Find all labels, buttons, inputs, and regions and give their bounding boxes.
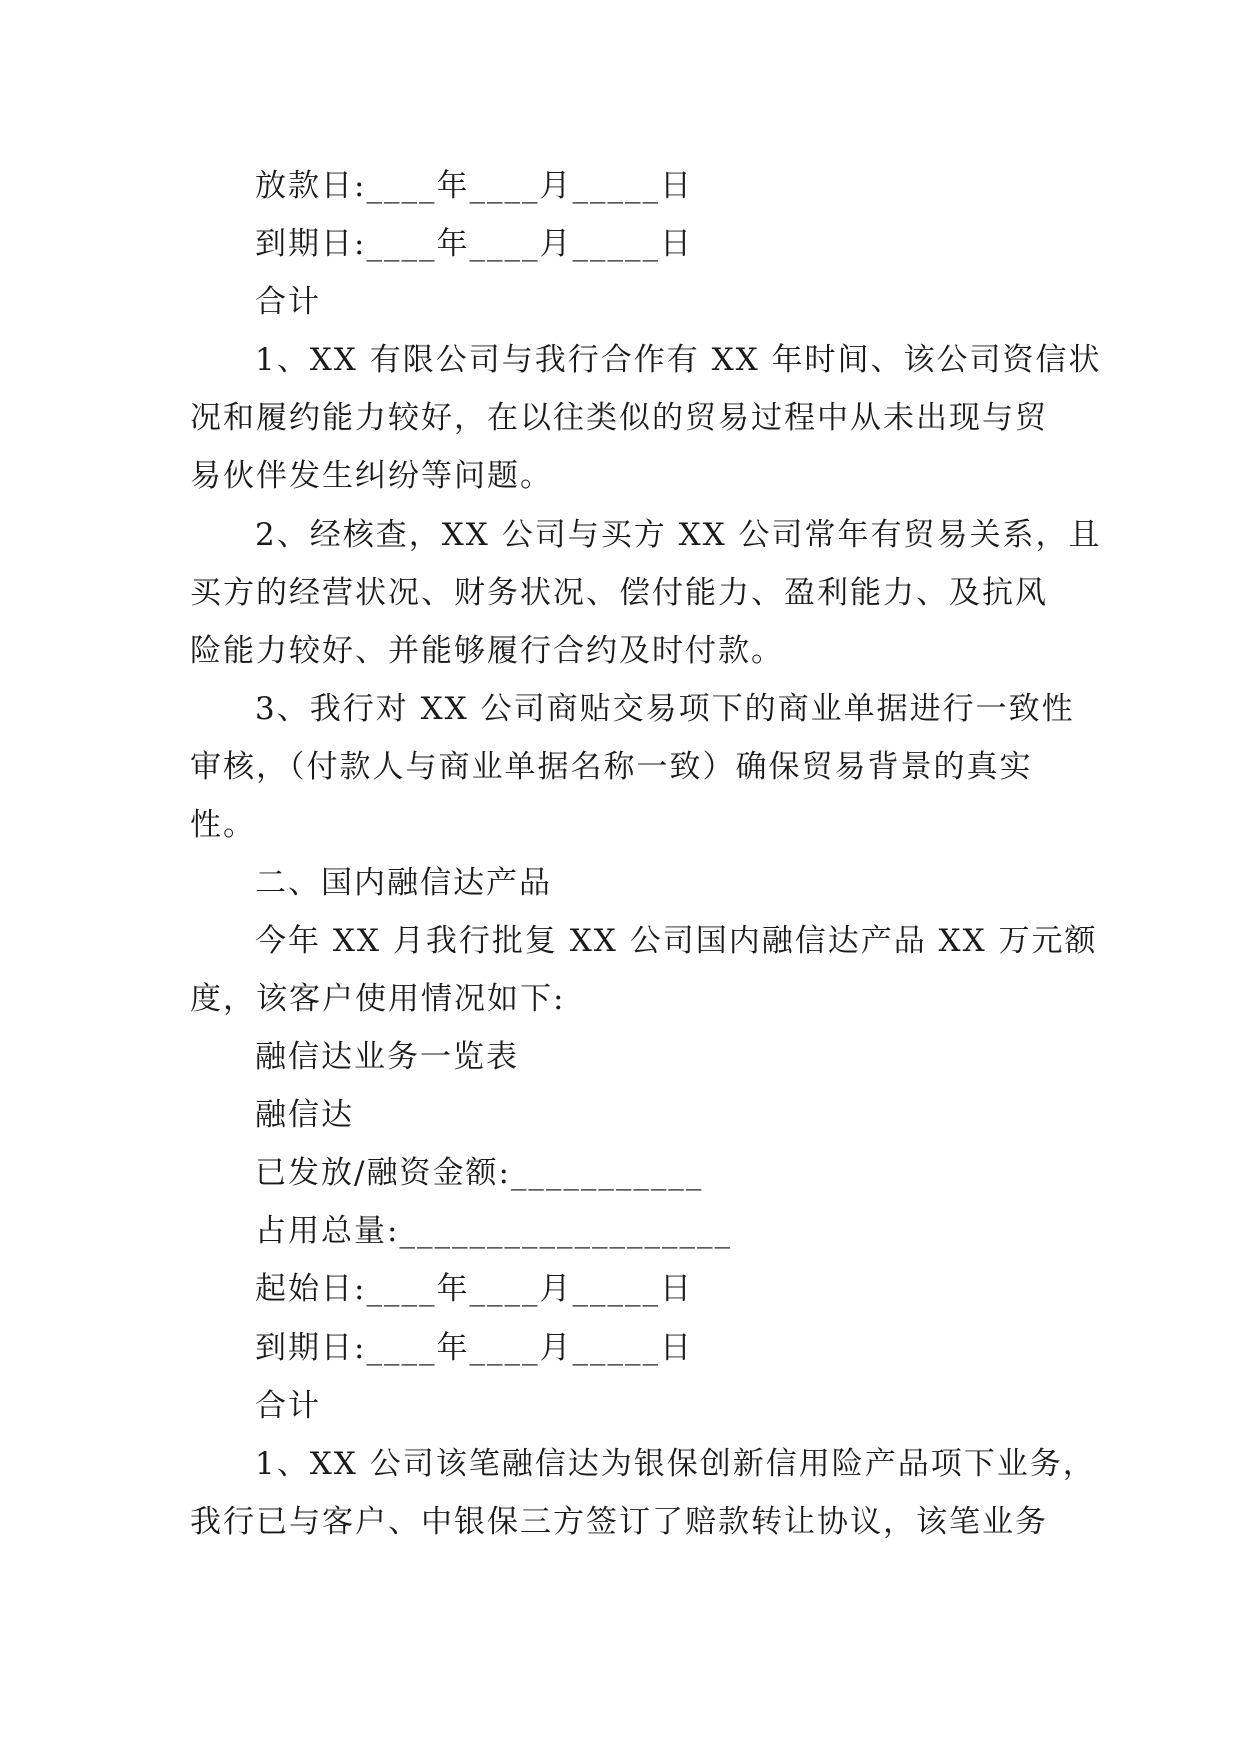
paragraph-2-line-1: 2、经核查，XX 公司与买方 XX 公司常年有贸易关系，且: [255, 517, 1102, 553]
paragraph-4-line-2: 度，该客户使用情况如下:: [190, 981, 566, 1017]
paragraph-3-line-1: 3、我行对 XX 公司商贴交易项下的商业单据进行一致性: [255, 691, 1075, 727]
paragraph-1-line-1: 1、XX 有限公司与我行合作有 XX 年时间、该公司资信状: [255, 342, 1102, 378]
product-label: 融信达: [255, 1097, 354, 1133]
due-date-line: 到期日:____年____月_____日: [255, 226, 693, 262]
start-date-line: 起始日:____年____月_____日: [255, 1271, 693, 1307]
paragraph-5-line-2: 我行已与客户、中银保三方签订了赔款转让协议，该笔业务: [190, 1504, 1048, 1540]
total-label: 合计: [255, 284, 321, 320]
paragraph-5-line-1: 1、XX 公司该笔融信达为银保创新信用险产品项下业务，: [255, 1446, 1096, 1482]
due-date-line-2: 到期日:____年____月_____日: [255, 1330, 693, 1366]
paragraph-4-line-1: 今年 XX 月我行批复 XX 公司国内融信达产品 XX 万元额: [255, 923, 1098, 959]
paragraph-3-line-2: 审核，（付款人与商业单据名称一致）确保贸易背景的真实: [190, 749, 1033, 785]
financing-amount-line: 已发放/融资金额:___________: [255, 1155, 704, 1191]
total-usage-line: 占用总量:___________________: [255, 1213, 732, 1249]
loan-date-line: 放款日:____年____月_____日: [255, 168, 693, 204]
paragraph-1-line-2: 况和履约能力较好，在以往类似的贸易过程中从未出现与贸: [190, 400, 1048, 436]
total-label-2: 合计: [255, 1388, 321, 1424]
table-title: 融信达业务一览表: [255, 1039, 519, 1075]
paragraph-3-line-3: 性。: [190, 807, 256, 843]
paragraph-1-line-3: 易伙伴发生纠纷等问题。: [190, 458, 553, 494]
section-heading: 二、国内融信达产品: [255, 865, 552, 901]
paragraph-2-line-2: 买方的经营状况、财务状况、偿付能力、盈利能力、及抗风: [190, 575, 1048, 611]
paragraph-2-line-3: 险能力较好、并能够履行合约及时付款。: [190, 633, 784, 669]
